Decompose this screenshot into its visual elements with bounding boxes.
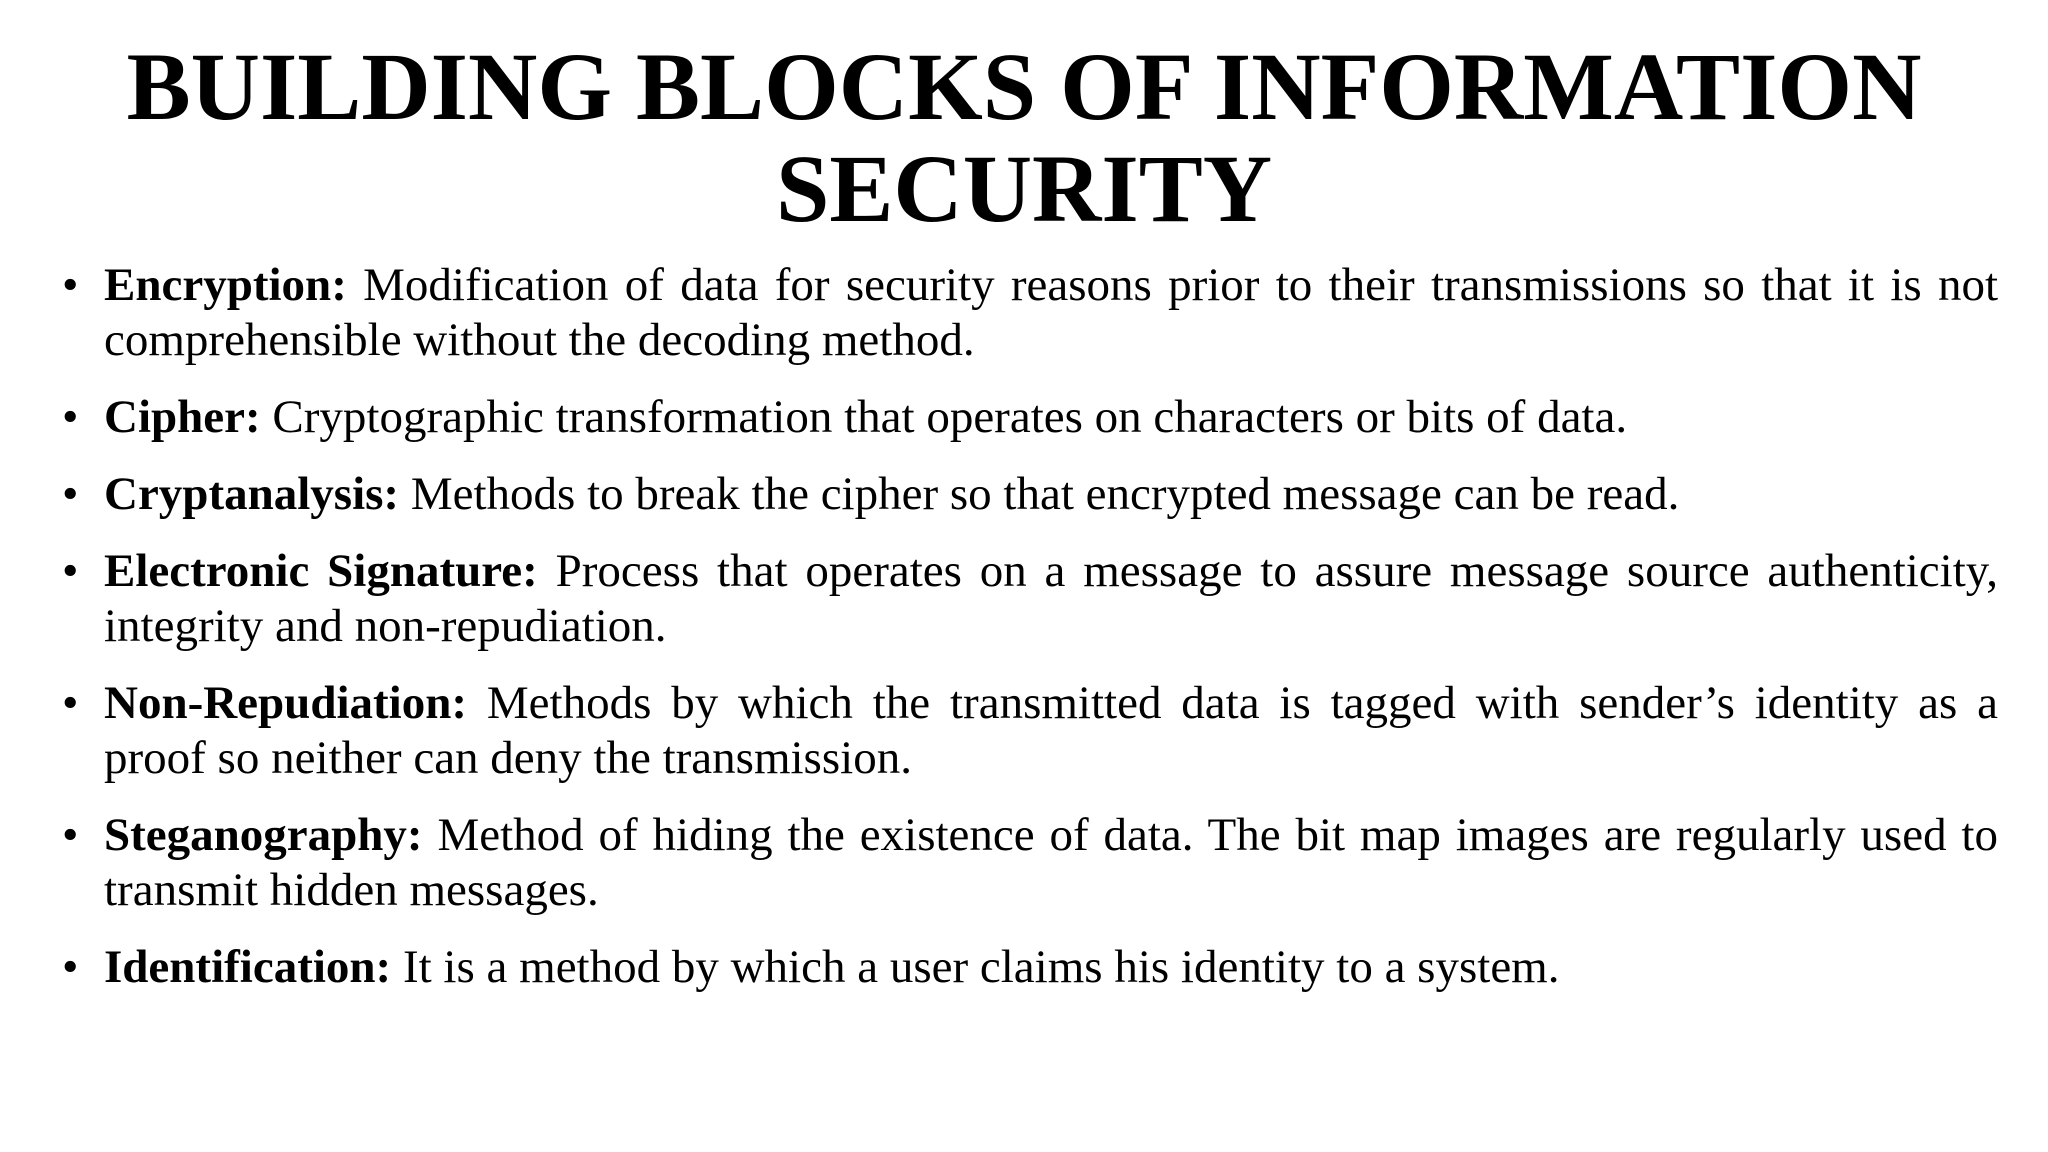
bullet-term: Non-Repudiation:	[104, 677, 487, 729]
bullet-item-identification	[62, 940, 1998, 995]
bullet-term: Cipher:	[104, 391, 273, 443]
bullet-icon: •	[62, 677, 79, 729]
bullet-definition: Method of hiding the existence of data. The bit map images are regularly used to transmit hidden messages.	[104, 809, 1998, 916]
bullet-term: Encryption:	[104, 259, 364, 311]
bullet-item-non-repudiation	[62, 676, 1998, 786]
bullet-icon: •	[62, 545, 79, 597]
slide-title: BUILDING BLOCKS OF INFORMATION SECURITY	[126, 33, 1922, 242]
bullet-definition: Methods to break the cipher so that encrypted message can be read.	[410, 468, 1680, 520]
bullet-item-encryption	[62, 258, 1998, 368]
bullet-definition: Modification of data for security reasons prior to their transmissions so that it is not comprehensible without the decoding method.	[104, 259, 1998, 366]
bullet-definition: Process that operates on a message to assure message source authenticity, integrity and non-repudiation.	[104, 545, 1998, 652]
bullet-term: Cryptanalysis:	[104, 468, 411, 520]
bullet-definition: Cryptographic transformation that operates on characters or bits of data.	[272, 391, 1628, 443]
bullet-icon: •	[62, 391, 79, 443]
bullet-icon: •	[62, 468, 79, 520]
bullet-icon: •	[62, 259, 79, 311]
bullet-item-cryptanalysis	[62, 467, 1998, 522]
bullet-icon: •	[62, 809, 79, 861]
bullet-item-steganography	[62, 808, 1998, 918]
bullet-term: Identification:	[104, 941, 403, 993]
bullet-icon: •	[62, 941, 79, 993]
bullet-term: Steganography:	[104, 809, 438, 861]
bullet-definition: It is a method by which a user claims his identity to a system.	[402, 941, 1560, 993]
bullet-item-cipher	[62, 390, 1998, 445]
bullet-list	[62, 258, 1998, 1017]
bullet-term: Electronic Signature:	[104, 545, 556, 597]
bullet-definition: Methods by which the transmitted data is tagged with sender’s identity as a proof so neither can deny the transmission.	[104, 677, 1999, 784]
bullet-item-electronic-signature	[62, 544, 1998, 654]
